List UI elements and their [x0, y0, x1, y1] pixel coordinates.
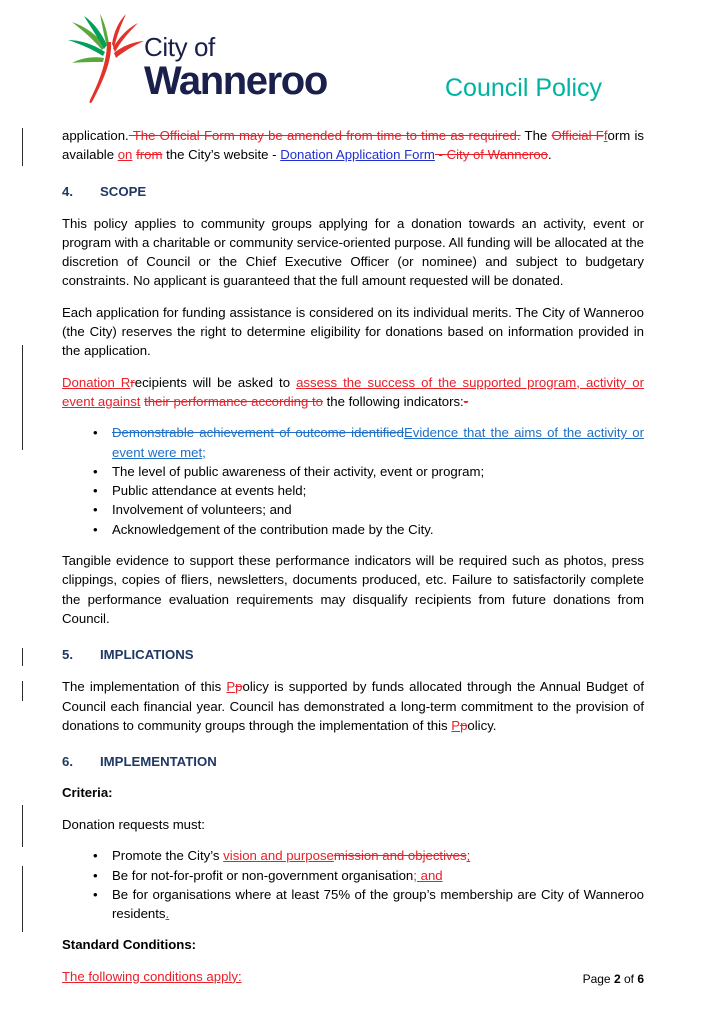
heading-label: SCOPE	[100, 183, 147, 199]
deleted-run: p	[460, 717, 468, 733]
inserted-run: ;	[466, 848, 471, 864]
inserted-run: Evidence that the aims of the activity or event were met	[112, 425, 644, 460]
change-bar	[22, 866, 23, 932]
inserted-run: Donation R	[62, 374, 131, 390]
text-run: ecipients will be asked to	[134, 374, 297, 390]
paragraph-implications	[62, 677, 644, 735]
inserted-run: .	[165, 906, 170, 922]
city-of-wanneroo-logo	[62, 12, 327, 108]
text-run: The implementation of this	[62, 679, 227, 695]
deleted-run: r	[130, 374, 135, 390]
change-bar	[22, 648, 23, 666]
paragraph-scope-2: Each application for funding assistance is considered on its individual merits. The City of Wanneroo (the City) reserves the right to determine eligibility for donations based on information provided in the application.	[62, 304, 644, 359]
list-item: • Public attendance at events held;	[62, 481, 644, 500]
list-item	[62, 846, 644, 865]
logo-line-wanneroo: Wanneroo	[144, 59, 327, 103]
paragraph-scope-1: This policy applies to community groups applying for a donation towards an activity, event or program with a charitable or community service-oriented purpose. All funding will be allocated at the discretion of Council or the Chief Executive Officer (or nominee) and subject to budgetary constraints. No applicant is guaranteed that the full amount requested will be donated.	[62, 215, 644, 289]
text-run: Promote the City’s	[112, 848, 224, 864]
deleted-run: -	[463, 393, 469, 409]
heading-label: IMPLICATIONS	[100, 647, 194, 663]
text-run: .	[548, 147, 552, 163]
list-item	[62, 885, 644, 924]
change-bar	[22, 345, 23, 450]
logo-wordmark	[144, 34, 327, 101]
footer-total-pages: 6	[637, 972, 644, 986]
inserted-run: on	[117, 147, 133, 163]
footer-middle: of	[620, 972, 638, 986]
heading-implementation	[62, 753, 644, 770]
inserted-run: vision and purpose	[223, 848, 334, 864]
list-item: • Involvement of volunteers; and	[62, 500, 644, 519]
text-run: application.	[62, 128, 129, 143]
deleted-run: from	[136, 147, 163, 163]
text-run: the City’s website -	[162, 147, 281, 163]
list-item: • The level of public awareness of their activity, event or program;	[62, 462, 644, 481]
change-bar	[22, 681, 23, 701]
deleted-run: p	[235, 679, 243, 695]
document-body	[62, 126, 644, 986]
paragraph-application	[62, 126, 644, 165]
subheading-standard-conditions: Standard Conditions:	[62, 936, 197, 952]
paragraph-tangible-evidence: Tangible evidence to support these performance indicators will be required such as photos, press clippings, copies of fliers, newsletters, documents produced, etc. Failure to satisfactorily complete the performance evaluation requirements may disqualify recipients from future donations from Council.	[62, 553, 644, 626]
inserted-run: f	[603, 128, 608, 143]
heading-number: 6.	[62, 754, 73, 770]
paragraph-recipients	[62, 373, 644, 412]
inserted-run: The following conditions apply:	[62, 968, 242, 984]
heading-implications	[62, 646, 644, 663]
inserted-run: P	[451, 717, 461, 733]
donation-application-form-link[interactable]: Donation Application Form	[280, 147, 435, 163]
text-run: orm is available	[62, 128, 644, 163]
document-title: Council Policy	[445, 74, 603, 102]
list-item	[62, 866, 644, 885]
heading-scope	[62, 183, 644, 200]
text-run: olicy is supported by funds allocated through the Annual Budget of Council each financial year. Council has demonstrated a long-term commitment to the provision of donations to community groups through the implementation of this	[62, 679, 644, 733]
criteria-list	[62, 846, 644, 923]
logo-line-city-of: City of	[144, 32, 215, 62]
inserted-run: P	[226, 679, 236, 695]
text-run: olicy.	[467, 717, 497, 733]
inserted-run: ; and	[413, 867, 443, 883]
deleted-run: mission and objectives	[333, 848, 467, 864]
deleted-run: their performance according to	[144, 393, 323, 409]
change-bar	[22, 128, 23, 166]
indicator-list	[62, 423, 644, 539]
text-run: Be for not-for-profit or non-government organisation	[112, 867, 414, 883]
wanneroo-plant-icon	[62, 12, 148, 108]
paragraph-donation-requests: Donation requests must:	[62, 817, 205, 833]
footer-prefix: Page	[582, 972, 614, 986]
deleted-run: The Official Form may be amended from time to time as required.	[128, 128, 521, 143]
deleted-run: Official F	[551, 128, 604, 143]
subheading-criteria: Criteria:	[62, 785, 113, 801]
list-item: • Acknowledgement of the contribution made by the City.	[62, 520, 644, 539]
deleted-run: - City of Wanneroo	[434, 147, 548, 163]
heading-label: IMPLEMENTATION	[100, 754, 217, 770]
text-run: ;	[202, 444, 206, 460]
heading-number: 4.	[62, 183, 73, 199]
page-footer	[62, 972, 644, 986]
footer-page-number: 2	[613, 972, 621, 986]
text-run: Be for organisations where at least 75% of the group’s membership are City of Wanneroo residents	[112, 887, 644, 922]
deleted-run: Demonstrable achievement of outcome identified	[112, 425, 404, 441]
document-header	[0, 0, 706, 118]
change-bar	[22, 805, 23, 847]
list-item	[62, 423, 644, 462]
text-run: the following indicators:	[322, 393, 464, 409]
inserted-run: assess the success of the supported program, activity or event against	[62, 374, 645, 409]
text-run: The	[520, 128, 552, 143]
heading-number: 5.	[62, 647, 73, 663]
